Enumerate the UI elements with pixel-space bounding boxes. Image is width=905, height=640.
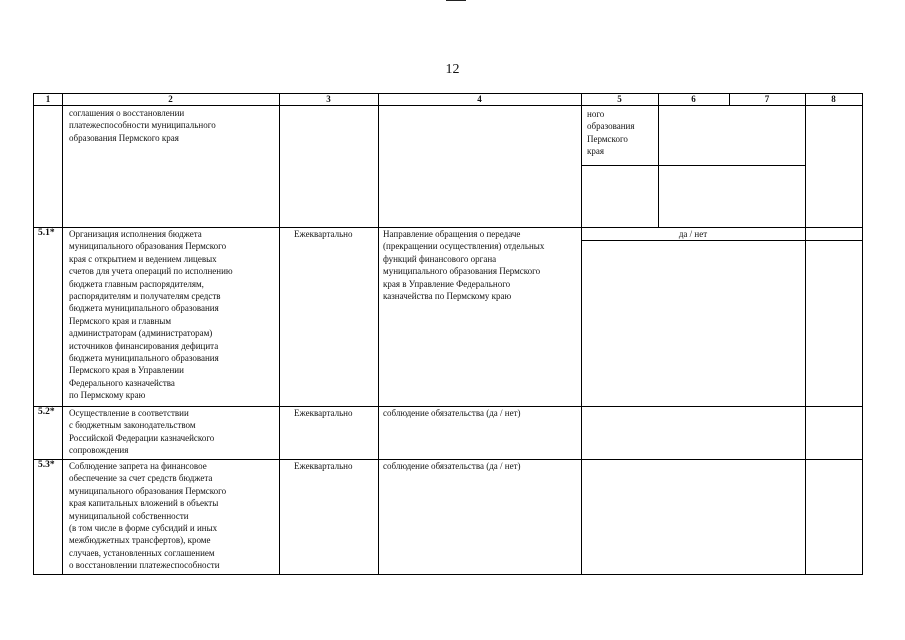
column-header: 6 [691, 94, 696, 104]
row-description: Осуществление в соответствии с бюджетным законодательством Российской Федерации казначейского сопровождения [69, 408, 215, 456]
column-header: 7 [764, 94, 770, 104]
row-number: 5.1* [38, 228, 55, 238]
row-number: 5.2* [38, 407, 55, 417]
col-line [581, 94, 582, 574]
row-value: да / нет [678, 229, 708, 239]
continuation-description: соглашения о восстановлении платежеспособности муниципального образования Пермского края [69, 108, 216, 143]
page-number: 12 [445, 62, 460, 77]
row-periodicity: Ежеквартально [294, 229, 353, 239]
row-description: Соблюдение запрета на финансовое обеспечение за счет средств бюджета муниципального образования Пермского края капитальных вложений в объекты муниципальной собственности (в том числе в форме субсидий и иных межбюджетных трансфертов), кроме случаев, установленных соглашением о восстановлении платежеспособности [69, 461, 227, 571]
column-header: 2 [168, 94, 173, 104]
row-criterion: соблюдение обязательства (да / нет) [383, 408, 521, 418]
indicators-table [33, 93, 863, 575]
column-header: 8 [831, 94, 836, 104]
col-line [279, 94, 280, 574]
column-header: 5 [617, 94, 622, 104]
col-line [805, 94, 806, 574]
row-number: 5.3* [38, 460, 55, 470]
column-header: 3 [326, 94, 331, 104]
col-line [658, 94, 659, 228]
column-header: 1 [45, 94, 51, 104]
top-edge-mark [446, 0, 466, 1]
row-line [34, 105, 862, 106]
continuation-column5: ного образования Пермского края [587, 109, 635, 157]
col-line [62, 94, 63, 574]
row-criterion: Направление обращения о передаче (прекращении осуществления) отдельных функций финансового органа муниципального образования Пермского края в Управление Федерального казначейства по Пермскому краю [383, 229, 545, 302]
row-description: Организация исполнения бюджета муниципального образования Пермского края с открытием и ведением лицевых счетов для учета операций по исполнению бюджета главным распорядителям, распорядителям и получателям средств бюджета муниципального образования Пермского края и главным администраторам (администраторам) источников финансирования дефицита бюджета муниципального образования Пермского края в Управлении Федерального казначейства по Пермскому краю [69, 229, 233, 401]
col-line [378, 94, 379, 574]
row-criterion: соблюдение обязательства (да / нет) [383, 461, 521, 471]
row-line [581, 165, 805, 166]
row-periodicity: Ежеквартально [294, 408, 353, 418]
column-header: 4 [477, 94, 482, 104]
row-periodicity: Ежеквартально [294, 461, 353, 471]
